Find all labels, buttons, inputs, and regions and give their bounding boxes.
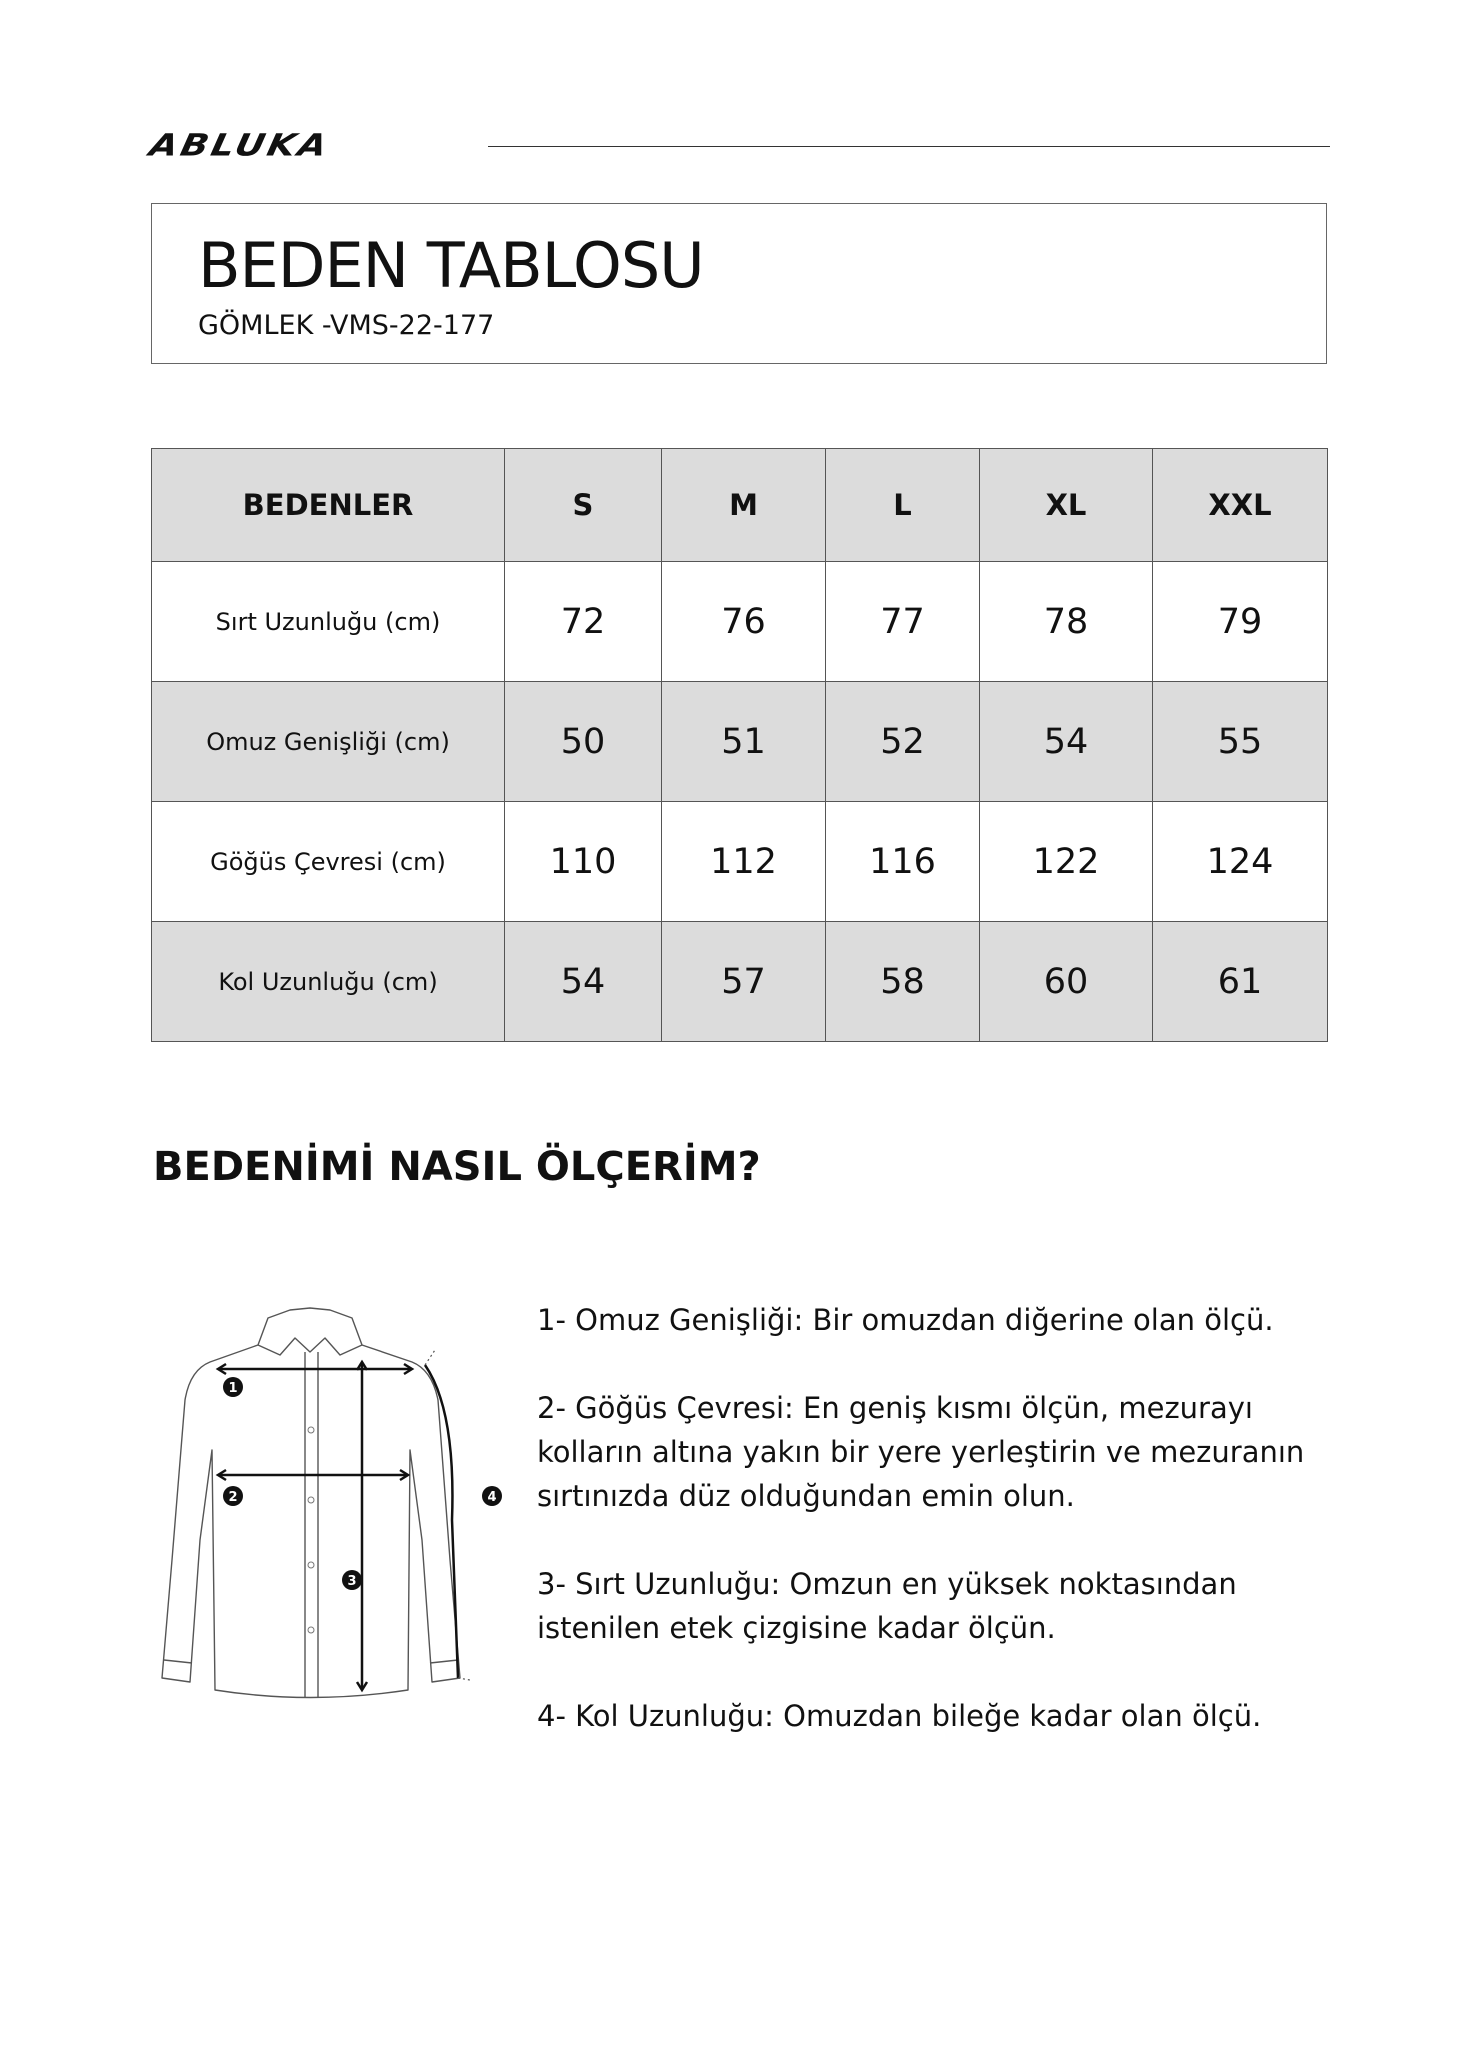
table-cell: 72 — [505, 562, 662, 682]
table-cell: 58 — [826, 922, 980, 1042]
page-title: BEDEN TABLOSU — [198, 229, 704, 302]
marker-2-label: 2 — [228, 1490, 238, 1505]
table-cell: 52 — [826, 682, 980, 802]
brand-logo: ABLUKA — [146, 128, 334, 163]
header-cell-xxl: XXL — [1153, 449, 1328, 562]
table-cell: 50 — [505, 682, 662, 802]
product-code: GÖMLEK -VMS-22-177 — [198, 310, 495, 341]
instruction-step: 2- Göğüs Çevresi: En geniş kısmı ölçün, mezurayı kolların altına yakın bir yere yerleştirin ve mezuranın sırtınızda düz olduğundan emin olun. — [537, 1391, 1305, 1513]
table-cell: 60 — [980, 922, 1153, 1042]
table-cell: 61 — [1153, 922, 1328, 1042]
header-cell-m: M — [662, 449, 826, 562]
table-cell: 55 — [1153, 682, 1328, 802]
header-divider — [488, 146, 1330, 147]
row-label: Kol Uzunluğu (cm) — [152, 922, 505, 1042]
table-cell: 124 — [1153, 802, 1328, 922]
measurement-instructions — [537, 1298, 1327, 1782]
marker-1-label: 1 — [228, 1381, 238, 1396]
table-cell: 112 — [662, 802, 826, 922]
shirt-measurement-illustration — [140, 1300, 510, 1710]
header-cell-sizes: BEDENLER — [152, 449, 505, 562]
instruction-step: 4- Kol Uzunluğu: Omuzdan bileğe kadar olan ölçü. — [537, 1699, 1262, 1733]
table-cell: 78 — [980, 562, 1153, 682]
title-box — [151, 203, 1327, 364]
table-cell: 76 — [662, 562, 826, 682]
marker-4-label: 4 — [487, 1490, 497, 1505]
table-cell: 77 — [826, 562, 980, 682]
instruction-step: 3- Sırt Uzunluğu: Omzun en yüksek noktasından istenilen etek çizgisine kadar ölçün. — [537, 1567, 1237, 1645]
table-cell: 110 — [505, 802, 662, 922]
size-chart-table — [151, 448, 1328, 1042]
header-cell-s: S — [505, 449, 662, 562]
marker-3-label: 3 — [347, 1574, 357, 1589]
table-row — [152, 802, 1328, 922]
table-cell: 51 — [662, 682, 826, 802]
row-label: Sırt Uzunluğu (cm) — [152, 562, 505, 682]
instruction-step: 1- Omuz Genişliği: Bir omuzdan diğerine olan ölçü. — [537, 1303, 1274, 1337]
how-to-measure-heading: BEDENİMİ NASIL ÖLÇERİM? — [153, 1144, 761, 1190]
header-cell-l: L — [826, 449, 980, 562]
table-row — [152, 922, 1328, 1042]
table-cell: 116 — [826, 802, 980, 922]
table-cell: 54 — [980, 682, 1153, 802]
header-cell-xl: XL — [980, 449, 1153, 562]
row-label: Omuz Genişliği (cm) — [152, 682, 505, 802]
table-cell: 79 — [1153, 562, 1328, 682]
table-cell: 122 — [980, 802, 1153, 922]
table-row — [152, 682, 1328, 802]
row-label: Göğüs Çevresi (cm) — [152, 802, 505, 922]
table-cell: 57 — [662, 922, 826, 1042]
table-cell: 54 — [505, 922, 662, 1042]
table-row — [152, 562, 1328, 682]
table-header-row — [152, 449, 1328, 562]
